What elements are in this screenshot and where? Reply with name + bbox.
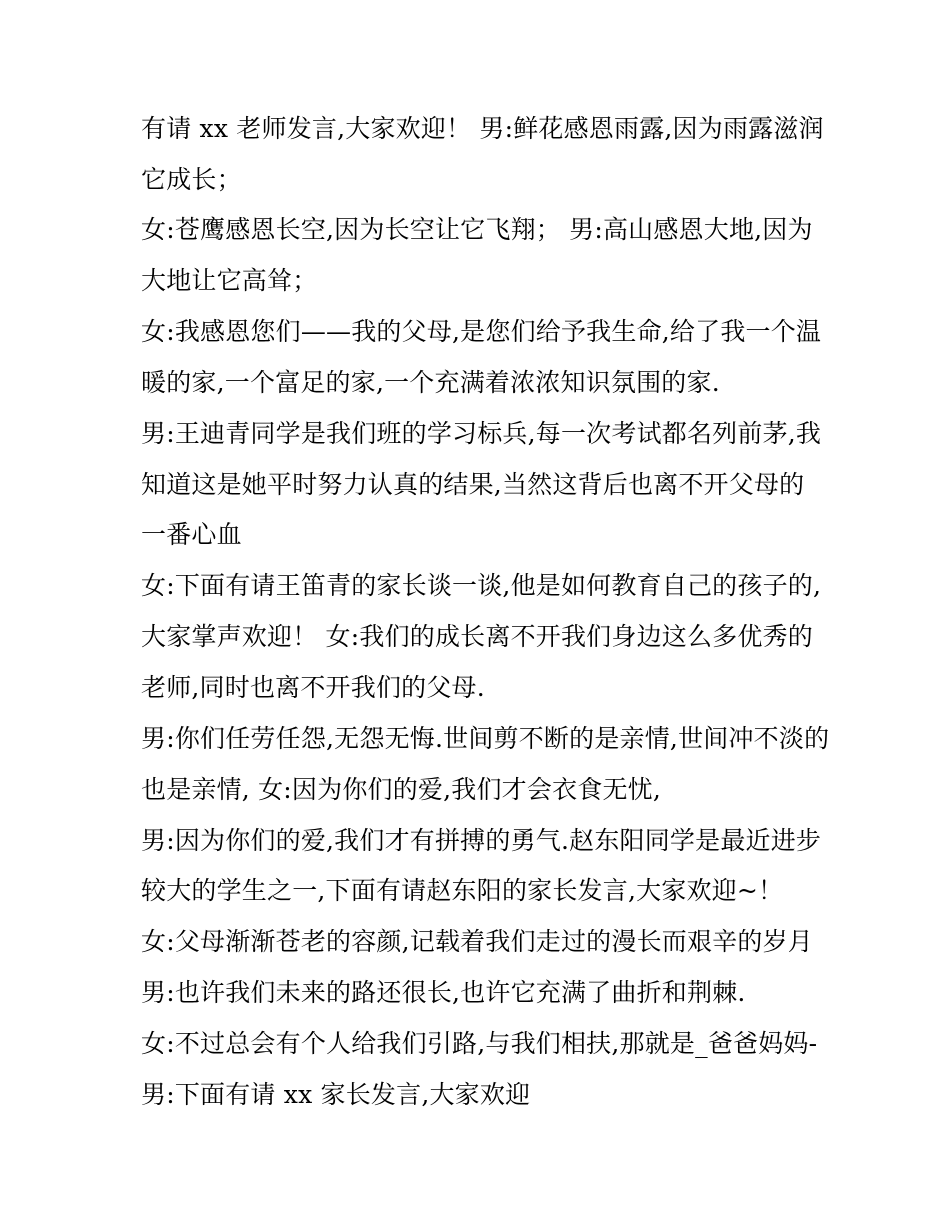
text-line: 大地让它高耸； <box>141 266 318 295</box>
text-line: 知道这是她平时努力认真的结果,当然这背后也离不开父母的 <box>141 470 805 499</box>
text-line: 有请 xx 老师发言,大家欢迎！ 男:鲜花感恩雨露,因为雨露滋润 <box>141 114 824 143</box>
text-line: 也是亲情, 女:因为你们的爱,我们才会衣食无忧, <box>141 775 662 804</box>
text-line: 男:也许我们未来的路还很长,也许它充满了曲折和荆棘. <box>141 978 746 1007</box>
text-line: 女:我感恩您们——我的父母,是您们给予我生命,给了我一个温 <box>141 317 822 346</box>
text-line: 老师,同时也离不开我们的父母. <box>141 673 485 702</box>
text-line: 较大的学生之一,下面有请赵东阳的家长发言,大家欢迎~！ <box>141 876 784 905</box>
text-line: 一番心血 <box>141 520 242 549</box>
text-line: 女:下面有请王笛青的家长谈一谈,他是如何教育自己的孩子的, <box>141 571 822 600</box>
text-line: 大家掌声欢迎！ 女:我们的成长离不开我们身边这么多优秀的 <box>141 622 813 651</box>
text-line: 男:因为你们的爱,我们才有拼搏的勇气.赵东阳同学是最近进步 <box>141 826 822 855</box>
text-line: 男:王迪青同学是我们班的学习标兵,每一次考试都名列前茅,我 <box>141 419 822 448</box>
text-line: 女:苍鹰感恩长空,因为长空让它飞翔； 男:高山感恩大地,因为 <box>141 215 813 244</box>
text-line: 女:父母渐渐苍老的容颜,记载着我们走过的漫长而艰辛的岁月 <box>141 927 813 956</box>
text-line: 男:下面有请 xx 家长发言,大家欢迎 <box>141 1080 531 1109</box>
text-line: 它成长； <box>141 165 242 194</box>
text-line: 男:你们任劳任怨,无怨无悔.世间剪不断的是亲情,世间冲不淡的 <box>141 724 830 753</box>
text-line: 暖的家,一个富足的家,一个充满着浓浓知识氛围的家. <box>141 368 720 397</box>
text-line: 女:不过总会有个人给我们引路,与我们相扶,那就是_爸爸妈妈- <box>141 1029 818 1058</box>
